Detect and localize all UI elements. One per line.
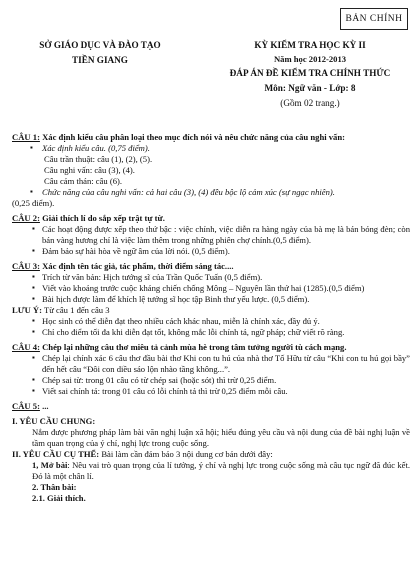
school-year: Năm học 2012-2013 — [273, 53, 347, 64]
answer-content — [12, 128, 410, 504]
intro-text: : Nêu vai trò quan trọng của lí tưởng, ý chí và nghị lực trong cuộc sống mà câu tục ngữ đã đúc kết. Đó là một chân lí. — [32, 460, 410, 481]
section-1-title: I. YÊU CẦU CHUNG: — [12, 416, 96, 426]
intro-title: 1, Mở bài — [32, 460, 68, 470]
subject-grade: Môn: Ngữ văn - Lớp: 8 — [264, 83, 356, 94]
question-4 — [12, 342, 410, 353]
question-3 — [12, 261, 410, 272]
question-2 — [12, 213, 410, 224]
q4-line-3: ▪ Viết sai chính tả: trong 01 câu có lỗi chính tả thì trừ 0,25 điểm mỗi câu. — [12, 386, 410, 397]
question-1-number: CÂU 1: — [12, 132, 40, 142]
section-2-text: Bài làm cần đảm bảo 3 nội dung cơ bản dưới đây: — [101, 449, 273, 459]
page-count: (Gồm 02 trang.) — [280, 97, 340, 108]
exam-title: KỲ KIỂM TRA HỌC KỲ II — [254, 40, 366, 50]
question-1-text: Xác định kiểu câu phân loại theo mục đích nói và nêu chức năng của câu nghi vấn: — [42, 132, 345, 142]
q4-line-2: ▪ Chép sai từ: trong 01 câu có từ chép sai (hoặc sót) thì trừ 0,25 điểm. — [12, 375, 410, 386]
q1-line-5: ▪ Chức năng của câu nghi vấn: cả hai câu (3), (4) đều bộc lộ cảm xúc (sự ngạc nhiên). — [12, 187, 410, 198]
q1-line-3: Câu nghi vấn: câu (3), (4). — [44, 165, 135, 175]
note-item-2: ▪ Chỉ cho điểm tối đa khi diễn đạt tốt, không mắc lỗi chính tả, ngữ pháp; chữ viết rõ ràng. — [12, 327, 410, 338]
q1-line-1: ▪ Xác định kiểu câu. (0,75 điểm). — [12, 143, 410, 154]
q1-line-4: Câu cảm thán: câu (6). — [44, 176, 123, 186]
q3-line-1: ▪ Trích từ văn bản: Hịch tướng sĩ của Trần Quốc Tuấn (0,5 điểm). — [12, 272, 410, 283]
explain-title: 2.1. Giải thích. — [32, 493, 86, 503]
question-5 — [12, 401, 410, 412]
question-1 — [12, 132, 410, 143]
question-3-number: CÂU 3: — [12, 261, 40, 271]
header-right — [205, 38, 415, 111]
question-2-text: Giải thích lí do sắp xếp trật tự từ. — [42, 213, 165, 223]
question-4-text: Chép lại những câu thơ miêu tả cảnh mùa hè trong tâm tưởng người tù cách mạng. — [42, 342, 347, 352]
question-4-number: CÂU 4: — [12, 342, 40, 352]
note-text: Từ câu 1 đến câu 3 — [44, 305, 110, 315]
header-left — [10, 38, 190, 67]
q3-line-3: ▪ Bài hịch được làm để khích lệ tướng sĩ học tập Binh thư yếu lược. (0,5 điểm). — [12, 294, 410, 305]
q1-line-6: (0,25 điểm). — [12, 198, 55, 208]
province-name: TIỀN GIANG — [72, 54, 128, 65]
original-copy-stamp: BẢN CHÍNH — [340, 8, 408, 30]
body-title: 2. Thân bài: — [32, 482, 77, 492]
note-title: LƯU Ý: — [12, 305, 42, 315]
note-item-1: ▪ Học sinh có thể diễn đạt theo nhiều cách khác nhau, miễn là chính xác, đầy đủ ý. — [12, 316, 410, 327]
section-1-text: Nắm được phương pháp làm bài văn nghị luận xã hội; hiểu đúng yêu cầu và nội dung của đề bài nghị luận về tầm quan trọng của ý chí, nghị lực trong cuộc sống. — [32, 427, 410, 448]
intro-line — [12, 460, 410, 482]
question-5-dots: ... — [42, 401, 49, 411]
answer-key-title: ĐÁP ÁN ĐỀ KIỂM TRA CHÍNH THỨC — [229, 68, 391, 79]
department-name: SỞ GIÁO DỤC VÀ ĐÀO TẠO — [39, 40, 161, 50]
note-line — [12, 305, 410, 316]
q3-line-2: ▪ Viết vào khoảng trước cuộc kháng chiến chống Mông – Nguyên lần thứ hai (1285).(0,5 điểm) — [12, 283, 410, 294]
q2-line-1: ▪ Các hoạt động được xếp theo thứ bậc : việc chính, việc diễn ra hàng ngày của bà mẹ là bán bóng đèn; còn bán vàng hương chỉ là việc làm thêm trong những phiên chợ chính.(0,5 điểm). — [12, 224, 410, 246]
q2-line-2: ▪ Đảm bảo sự hài hòa về ngữ âm của lời nói. (0,5 điểm). — [12, 246, 410, 257]
question-2-number: CÂU 2: — [12, 213, 40, 223]
question-3-text: Xác định tên tác giả, tác phẩm, thời điểm sáng tác.... — [42, 261, 234, 271]
section-2-title: II. YÊU CẦU CỤ THỂ: — [12, 449, 100, 459]
q1-line-2: Câu trần thuật: câu (1), (2), (5). — [44, 154, 153, 164]
question-5-number: CÂU 5: — [12, 401, 40, 411]
section-2-line — [12, 449, 410, 460]
q4-line-1: ▪ Chép lại chính xác 6 câu thơ đầu bài thơ Khi con tu hú của nhà thơ Tố Hữu từ câu “Khi con tu hú gọi bầy” đến hết câu “Đôi con diều sáo lộn nhào tầng không...”. — [12, 353, 410, 375]
